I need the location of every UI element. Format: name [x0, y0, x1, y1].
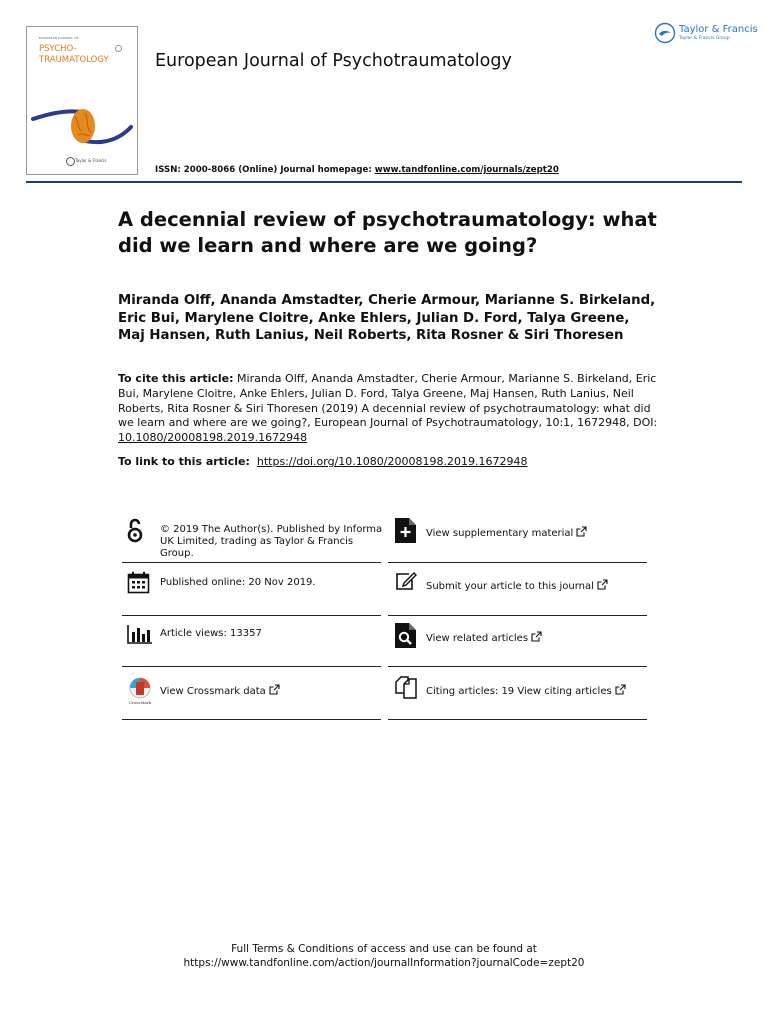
submit-label[interactable]: Submit your article to this journal — [426, 581, 594, 592]
divider — [122, 666, 381, 667]
divider — [122, 562, 381, 563]
external-link-icon — [597, 579, 608, 590]
taylor-francis-logo-icon[interactable] — [654, 22, 676, 44]
svg-text:CrossMark: CrossMark — [128, 700, 152, 705]
related-link[interactable] — [426, 631, 651, 645]
journal-cover[interactable] — [26, 26, 138, 175]
crossmark-label[interactable]: View Crossmark data — [160, 686, 266, 697]
related-search-icon — [395, 623, 416, 648]
header-rule — [26, 181, 742, 183]
footer-terms-link[interactable]: https://www.tandfonline.com/action/journalInformation?journalCode=zept20 — [183, 957, 585, 969]
issn-text: ISSN: 2000-8066 (Online) Journal homepage: — [155, 165, 375, 175]
supplementary-file-icon — [395, 518, 416, 543]
article-views: Article views: 13357 — [160, 628, 262, 639]
article-title: A decennial review of psychotraumatology: what did we learn and where are we going? — [118, 208, 657, 257]
crossmark-link[interactable] — [160, 684, 385, 698]
divider — [122, 615, 381, 616]
supplementary-label[interactable]: View supplementary material — [426, 528, 574, 539]
divider — [122, 719, 381, 720]
cover-publisher: Taylor & Francis — [75, 158, 107, 163]
article-authors: Miranda Olff, Ananda Amstadter, Cherie Armour, Marianne S. Birkeland, Eric Bui, Marylene Cloitre, Anke Ehlers, Julian D. Ford, Talya Greene, Maj Hansen, Ruth Lanius, Neil Roberts, Rita Rosner & Siri Thoresen — [118, 293, 656, 343]
article-doi-link[interactable]: https://doi.org/10.1080/20008198.2019.1672948 — [256, 455, 528, 468]
citing-link[interactable] — [426, 684, 651, 698]
bar-chart-icon — [127, 624, 153, 644]
cover-brain-artwork — [31, 99, 135, 155]
article-link-line — [118, 455, 658, 468]
cover-publisher-logo-icon — [66, 157, 75, 166]
submit-link[interactable] — [426, 579, 651, 593]
supplementary-link[interactable] — [426, 526, 651, 540]
submit-edit-icon — [395, 571, 418, 591]
publisher-name[interactable]: Taylor & Francis — [679, 24, 758, 35]
journal-name[interactable]: European Journal of Psychotraumatology — [155, 51, 512, 71]
link-label: To link to this article: — [118, 455, 250, 468]
footer-terms — [0, 942, 768, 970]
cover-badge-icon — [115, 45, 122, 52]
external-link-icon — [576, 526, 587, 537]
cover-title — [39, 44, 109, 65]
cover-title-line2: TRAUMATOLOGY — [39, 54, 109, 65]
citation-block — [118, 372, 658, 446]
cite-text: Miranda Olff, Ananda Amstadter, Cherie Armour, Marianne S. Birkeland, Eric Bui, Marylene Cloitre, Anke Ehlers, Julian D. Ford, Talya Greene, Maj Hansen, Ruth Lanius, Neil Roberts, Rita Rosner & Siri Thoresen (2019) A decennial review of psychotraumatology: what did we learn and where are we going?, European Journal of Psychotraumatology, 10:1, 1672948, DOI: — [118, 372, 658, 430]
citing-label[interactable]: Citing articles: 19 View citing articles — [426, 686, 612, 697]
copyright-text: © 2019 The Author(s). Published by Informa UK Limited, trading as Taylor & Francis Group. — [160, 524, 383, 559]
cover-title-line1: PSYCHO- — [39, 44, 77, 54]
cite-label: To cite this article: — [118, 372, 234, 385]
external-link-icon — [531, 631, 542, 642]
related-label[interactable]: View related articles — [426, 633, 529, 644]
divider — [388, 719, 647, 720]
divider — [388, 666, 647, 667]
journal-homepage-link[interactable]: www.tandfonline.com/journals/zept20 — [374, 165, 559, 175]
publisher-subname: Taylor & Francis Group — [679, 36, 730, 41]
divider — [388, 615, 647, 616]
open-access-icon — [127, 518, 143, 544]
issn-line — [155, 165, 559, 175]
divider — [388, 562, 647, 563]
footer-line1: Full Terms & Conditions of access and use can be found at — [231, 943, 537, 955]
calendar-icon — [127, 571, 150, 594]
published-date: Published online: 20 Nov 2019. — [160, 577, 316, 588]
external-link-icon — [615, 684, 626, 695]
citing-documents-icon — [395, 676, 418, 700]
crossmark-icon[interactable] — [127, 677, 153, 705]
cite-doi-link[interactable]: 10.1080/20008198.2019.1672948 — [118, 431, 308, 445]
cover-kicker: EUROPEAN JOURNAL OF — [39, 36, 79, 40]
external-link-icon — [269, 684, 280, 695]
